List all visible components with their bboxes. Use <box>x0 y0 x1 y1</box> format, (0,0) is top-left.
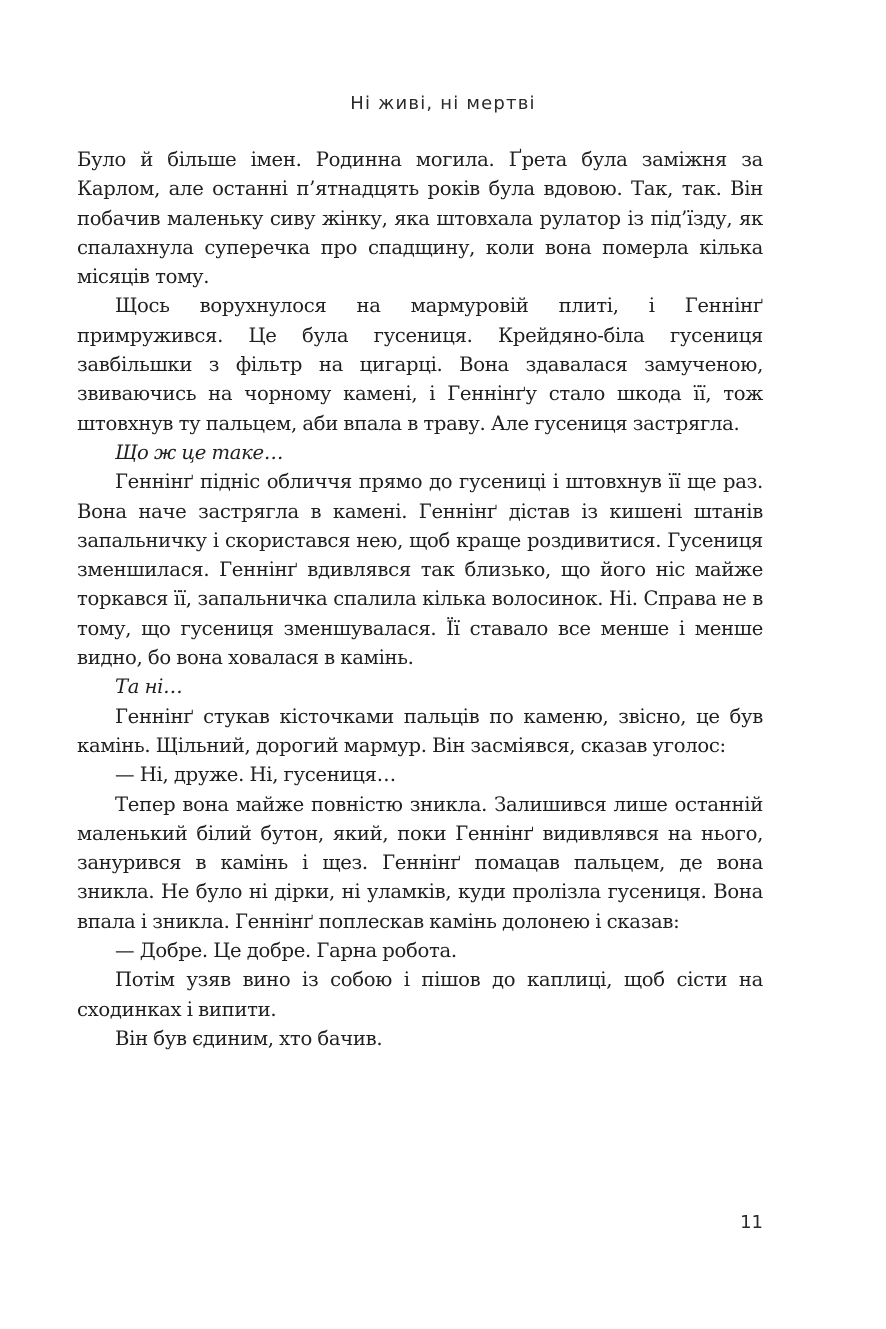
paragraph: Геннінґ підніс обличчя прямо до гусениці і штовхнув її ще раз. Вона наче застрягла в камені. Геннінґ дістав із кишені штанів запальничку і скористався нею, щоб краще роздивитися. Гусениця зменшилася. Геннінґ вдивлявся так близько, що його ніс майже торкався її, запальничка спалила кілька волосинок. Ні. Справа не в тому, що гусениця зменшувалася. Її ставало все менше і менше видно, бо вона ховалася в камінь. <box>77 470 763 670</box>
paragraph: Щось ворухнулося на мармуровій плиті, і Геннінґ примружився. Це була гусениця. Крейдяно-біла гусениця завбільшки з фільтр на цигарці. Вона здавалася замученою, звиваючись на чорному камені, і Геннінґу стало шкода її, тож штовхнув ту пальцем, аби впала в траву. Але гусениця застрягла. <box>77 294 763 435</box>
paragraph: Він був єдиним, хто бачив. <box>115 1026 383 1050</box>
body-text <box>77 145 763 1053</box>
page-number: 11 <box>740 1212 763 1233</box>
paragraph: Геннінґ стукав кісточками пальців по каменю, звісно, це був камінь. Щільний, дорогий мармур. Він засміявся, сказав уголос: <box>77 704 763 757</box>
dialogue-line: — Добре. Це добре. Гарна робота. <box>115 939 457 963</box>
paragraph: Було й більше імен. Родинна могила. Ґрета була заміжня за Карлом, але останні п’ятнадцять років була вдовою. Так, так. Він побачив маленьку сиву жінку, яка штовхала рулатор із під’їзду, як спалахнула суперечка про спадщину, коли вона померла кілька місяців тому. <box>77 148 763 289</box>
paragraph-italic: Та ні… <box>115 675 183 699</box>
paragraph-italic: Що ж це таке… <box>115 440 284 464</box>
paragraph: Тепер вона майже повністю зникла. Залишився лише останній маленький білий бутон, який, поки Геннінґ видивлявся на нього, занурився в камінь і щез. Геннінґ помацав пальцем, де вона зникла. Не було ні дірки, ні уламків, куди пролізла гусениця. Вона впала і зникла. Геннінґ поплескав камінь долонею і сказав: <box>77 792 763 933</box>
paragraph: Потім узяв вино із собою і пішов до каплиці, щоб сісти на сходинках і випити. <box>77 968 763 1021</box>
dialogue-line: — Ні, друже. Ні, гусениця… <box>115 763 396 787</box>
running-title: Ні живі, ні мертві <box>350 93 536 114</box>
